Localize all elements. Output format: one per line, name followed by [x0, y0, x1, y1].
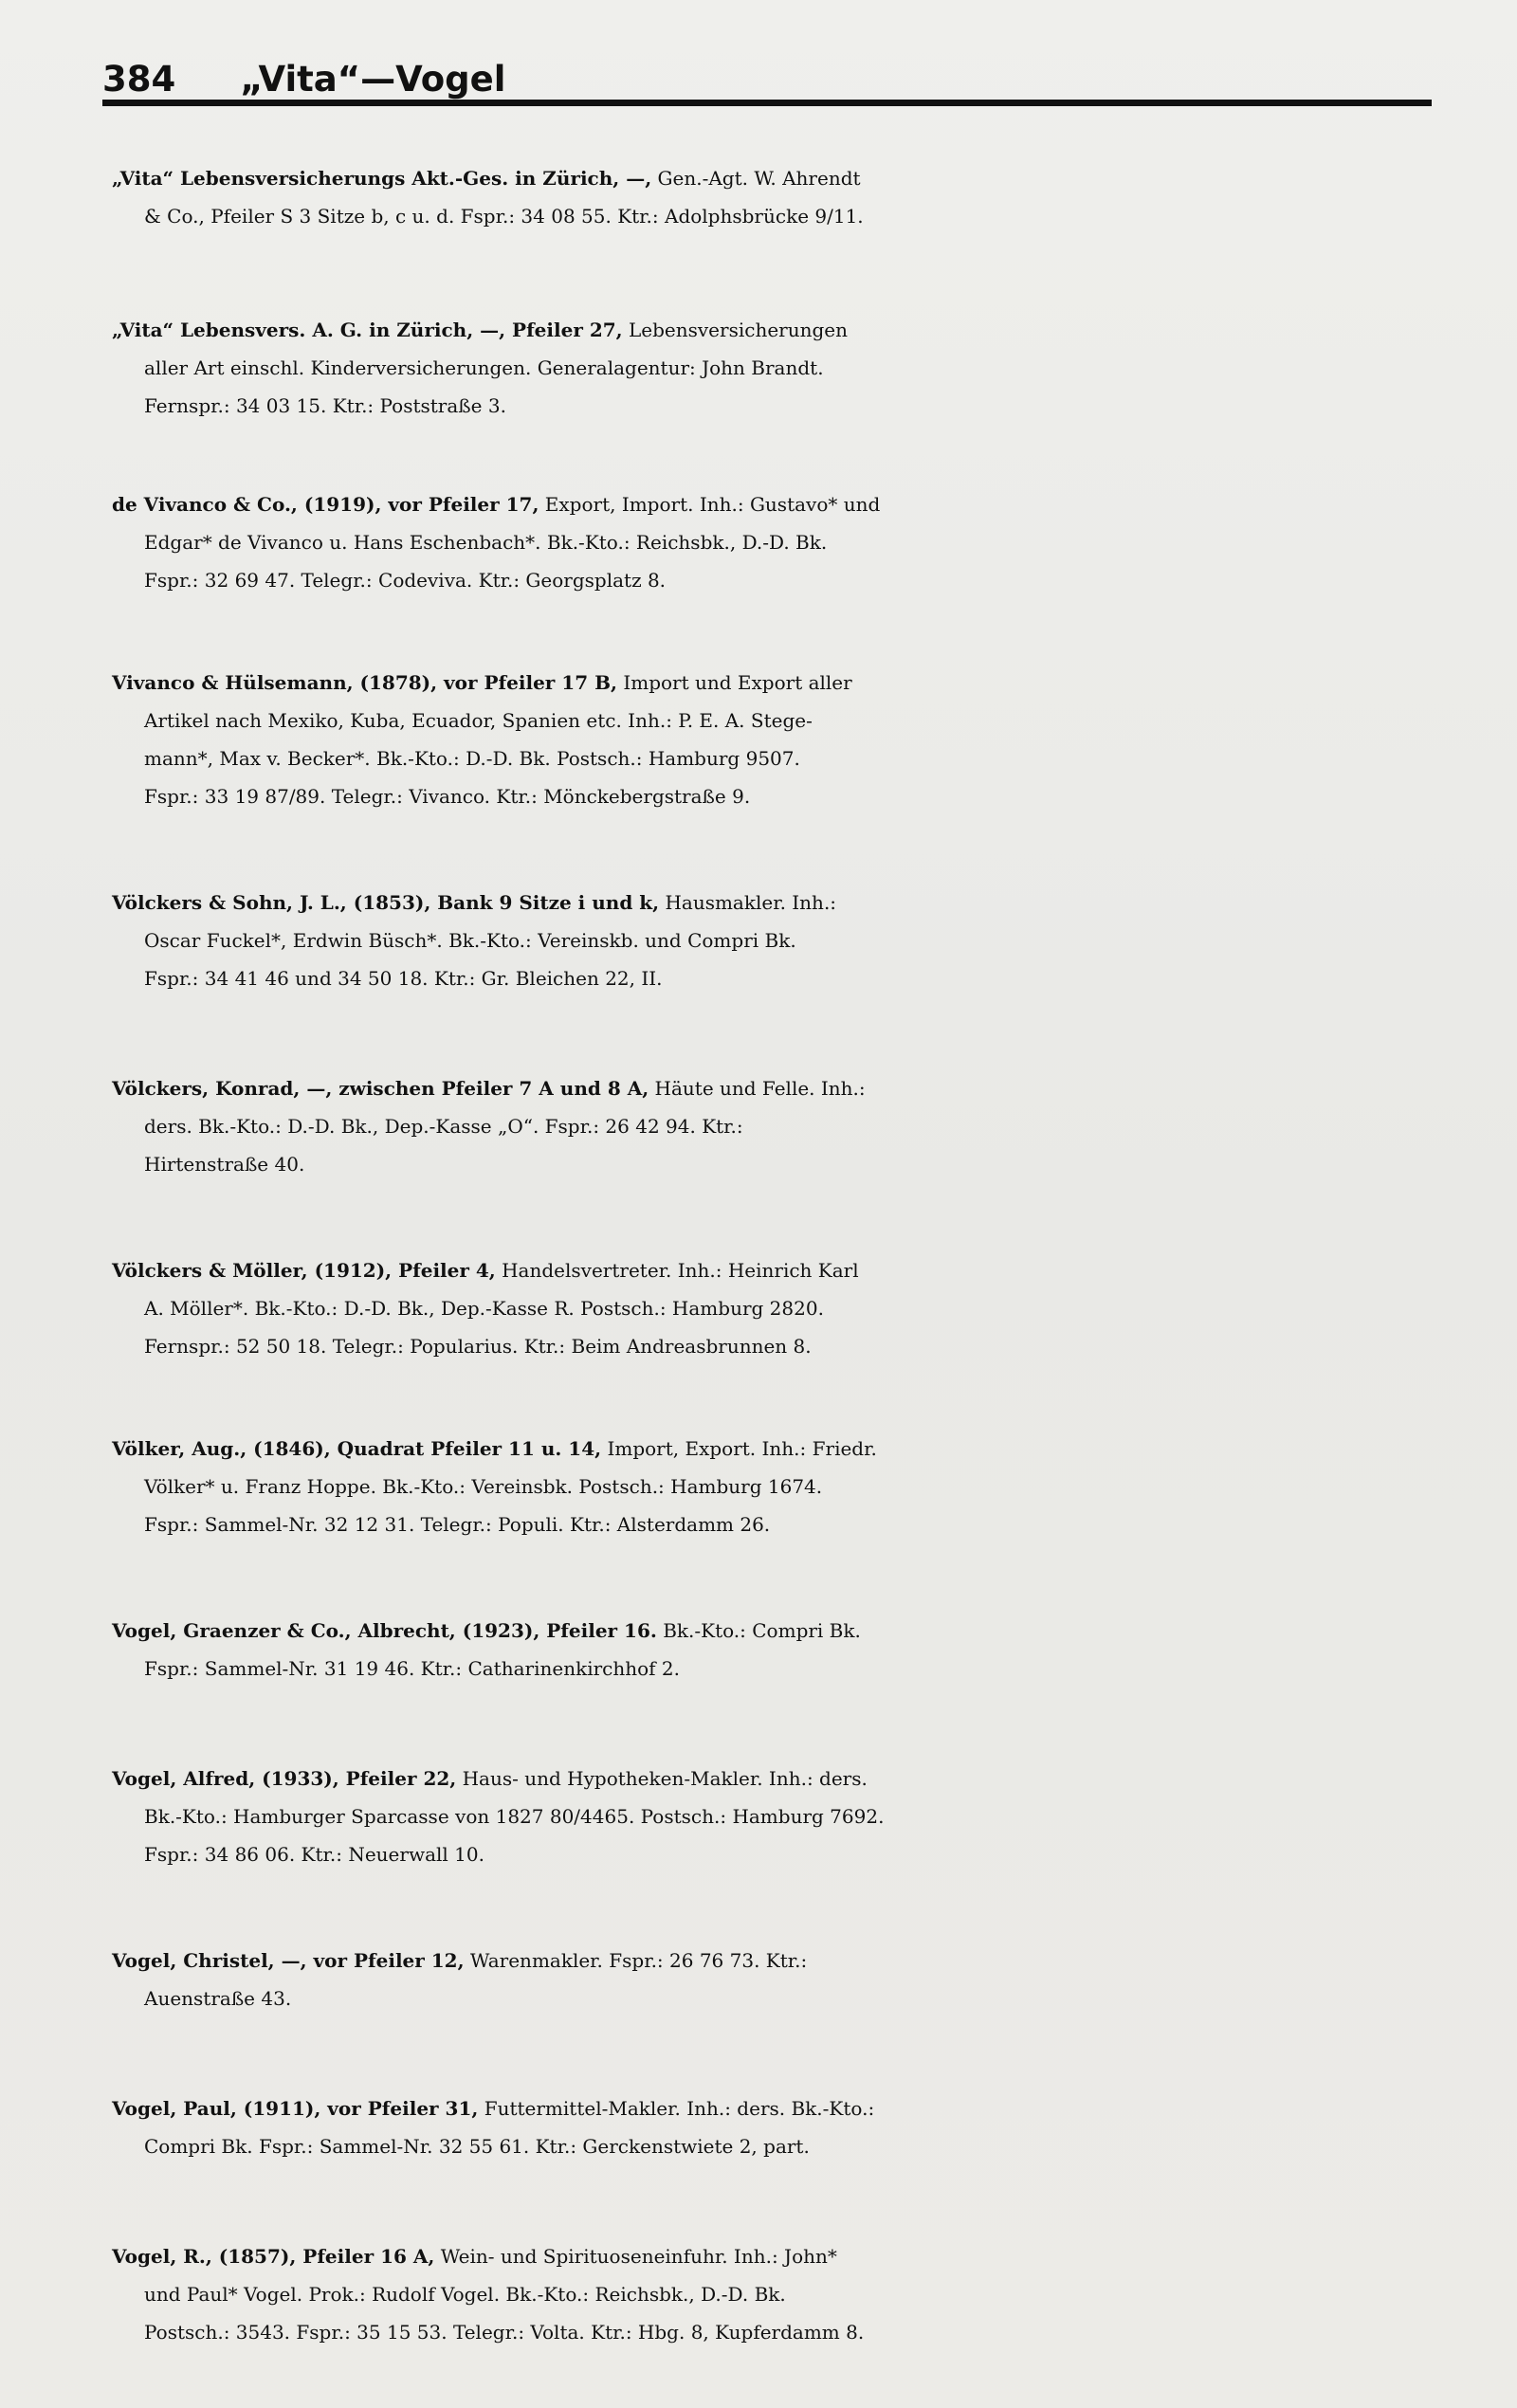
directory-entry — [112, 1251, 1439, 1365]
entry-name: Vogel, Paul, (1911), vor Pfeiler 31, — [112, 2097, 479, 2120]
entry-name: Völckers & Möller, (1912), Pfeiler 4, — [112, 1259, 496, 1282]
page-title: „Vita“—Vogel — [240, 59, 506, 100]
entry-line: A. Möller*. Bk.-Kto.: D.-D. Bk., Dep.-Kasse R. Postsch.: Hamburg 2820. — [144, 1297, 824, 1320]
entry-line: & Co., Pfeiler S 3 Sitze b, c u. d. Fspr.: 34 08 55. Ktr.: Adolphsbrücke 9/11. — [144, 205, 864, 228]
entry-line: Handelsvertreter. Inh.: Heinrich Karl — [495, 1259, 859, 1282]
entry-line: Wein- und Spirituoseneinfuhr. Inh.: John* — [434, 2245, 837, 2268]
entry-line: Auenstraße 43. — [144, 1987, 292, 2010]
entry-line: Warenmakler. Fspr.: 26 76 73. Ktr.: — [464, 1949, 808, 1972]
entry-name: de Vivanco & Co., (1919), vor Pfeiler 17, — [112, 493, 539, 516]
directory-entry — [112, 1760, 1439, 1873]
entry-line: Fspr.: Sammel-Nr. 32 12 31. Telegr.: Populi. Ktr.: Alsterdamm 26. — [144, 1513, 771, 1536]
entry-name: Vogel, Christel, —, vor Pfeiler 12, — [112, 1949, 465, 1972]
entry-line: Haus- und Hypotheken-Makler. Inh.: ders. — [456, 1767, 868, 1790]
entry-name: Vivanco & Hülsemann, (1878), vor Pfeiler 17 B, — [112, 671, 617, 694]
entry-line: Import, Export. Inh.: Friedr. — [601, 1437, 877, 1460]
entry-line: Compri Bk. Fspr.: Sammel-Nr. 32 55 61. Ktr.: Gerckenstwiete 2, part. — [144, 2135, 810, 2158]
entry-name: Völker, Aug., (1846), Quadrat Pfeiler 11 u. 14, — [112, 1437, 602, 1460]
directory-entry — [112, 159, 1439, 235]
directory-entry — [112, 311, 1439, 425]
entry-line: Lebensversicherungen — [622, 319, 848, 341]
entry-line: Artikel nach Mexiko, Kuba, Ecuador, Spanien etc. Inh.: P. E. A. Stege- — [144, 709, 813, 732]
entry-line: Gen.-Agt. W. Ahrendt — [651, 167, 861, 190]
entry-line: Postsch.: 3543. Fspr.: 35 15 53. Telegr.: Volta. Ktr.: Hbg. 8, Kupferdamm 8. — [144, 2321, 865, 2344]
entry-name: Vogel, Graenzer & Co., Albrecht, (1923), Pfeiler 16. — [112, 1619, 657, 1642]
directory-entry — [112, 1942, 1439, 2017]
directory-entry — [112, 1612, 1439, 1687]
entry-name: Vogel, Alfred, (1933), Pfeiler 22, — [112, 1767, 457, 1790]
entry-line: Fernspr.: 34 03 15. Ktr.: Poststraße 3. — [144, 394, 506, 417]
entry-line: Fspr.: 34 41 46 und 34 50 18. Ktr.: Gr. Bleichen 22, II. — [144, 967, 663, 990]
entry-line: und Paul* Vogel. Prok.: Rudolf Vogel. Bk.-Kto.: Reichsbk., D.-D. Bk. — [144, 2283, 786, 2306]
entry-name: „Vita“ Lebensversicherungs Akt.-Ges. in Zürich, —, — [112, 167, 652, 190]
directory-entry — [112, 2237, 1439, 2351]
directory-entry — [112, 664, 1439, 815]
entry-line: Bk.-Kto.: Hamburger Sparcasse von 1827 80/4465. Postsch.: Hamburg 7692. — [144, 1805, 885, 1828]
page-number: 384 — [102, 59, 176, 100]
entry-line: Edgar* de Vivanco u. Hans Eschenbach*. Bk.-Kto.: Reichsbk., D.-D. Bk. — [144, 531, 828, 554]
entry-line: Hirtenstraße 40. — [144, 1153, 305, 1176]
directory-entry — [112, 1430, 1439, 1543]
entry-line: Export, Import. Inh.: Gustavo* und — [539, 493, 881, 516]
entry-line: Häute und Felle. Inh.: — [649, 1077, 866, 1100]
entry-line: mann*, Max v. Becker*. Bk.-Kto.: D.-D. Bk. Postsch.: Hamburg 9507. — [144, 747, 800, 770]
directory-entry — [112, 485, 1439, 599]
entry-line: Hausmakler. Inh.: — [659, 891, 837, 914]
entry-name: „Vita“ Lebensvers. A. G. in Zürich, —, Pfeiler 27, — [112, 319, 623, 341]
entry-line: Oscar Fuckel*, Erdwin Büsch*. Bk.-Kto.: Vereinskb. und Compri Bk. — [144, 929, 796, 952]
entry-line: Fspr.: 33 19 87/89. Telegr.: Vivanco. Ktr.: Mönckebergstraße 9. — [144, 785, 751, 808]
directory-entry — [112, 2089, 1439, 2165]
entry-line: Bk.-Kto.: Compri Bk. — [656, 1619, 861, 1642]
directory-entry — [112, 1069, 1439, 1183]
entry-name: Völckers & Sohn, J. L., (1853), Bank 9 Sitze i und k, — [112, 891, 660, 914]
entry-line: Völker* u. Franz Hoppe. Bk.-Kto.: Vereinsbk. Postsch.: Hamburg 1674. — [144, 1475, 823, 1498]
entry-line: Fspr.: 34 86 06. Ktr.: Neuerwall 10. — [144, 1843, 484, 1866]
entry-name: Vogel, R., (1857), Pfeiler 16 A, — [112, 2245, 435, 2268]
entry-line: aller Art einschl. Kinderversicherungen. Generalagentur: John Brandt. — [144, 356, 824, 379]
entry-line: ders. Bk.-Kto.: D.-D. Bk., Dep.-Kasse „O“. Fspr.: 26 42 94. Ktr.: — [144, 1115, 743, 1138]
entry-line: Fernspr.: 52 50 18. Telegr.: Popularius. Ktr.: Beim Andreasbrunnen 8. — [144, 1335, 812, 1358]
header-rule — [102, 100, 1432, 106]
entry-line: Fspr.: Sammel-Nr. 31 19 46. Ktr.: Catharinenkirchhof 2. — [144, 1657, 680, 1680]
entry-line: Import und Export aller — [616, 671, 852, 694]
entry-name: Völckers, Konrad, —, zwischen Pfeiler 7 A und 8 A, — [112, 1077, 649, 1100]
directory-entry — [112, 884, 1439, 997]
entry-line: Fspr.: 32 69 47. Telegr.: Codeviva. Ktr.: Georgsplatz 8. — [144, 569, 667, 592]
entry-line: Futtermittel-Makler. Inh.: ders. Bk.-Kto.: — [478, 2097, 875, 2120]
